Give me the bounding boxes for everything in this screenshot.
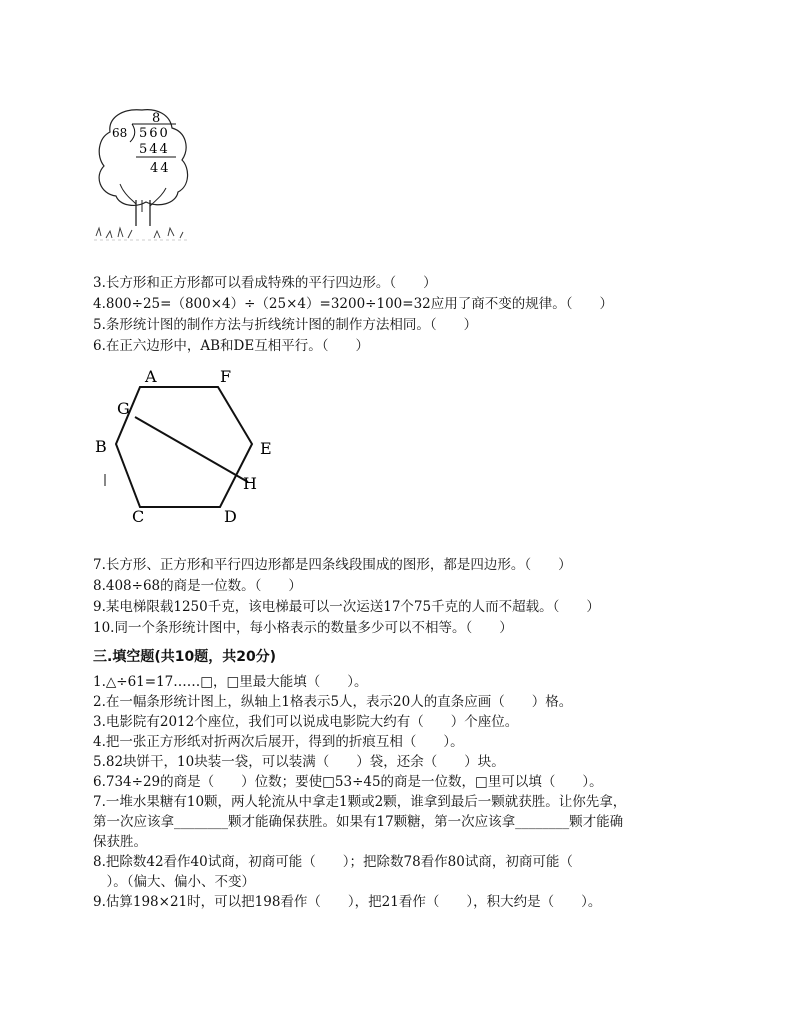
hex-label-h: H	[243, 474, 257, 493]
judgement-item-5: 5.条形统计图的制作方法与折线统计图的制作方法相同。（ ）	[93, 317, 478, 333]
tree-division-figure	[92, 104, 192, 244]
fill-item-7-line-3: 保获胜。	[93, 834, 147, 850]
fill-item-7-line-1: 7.一堆水果糖有10颗，两人轮流从中拿走1颗或2颗，谁拿到最后一颗就获胜。让你先拿，	[93, 794, 627, 810]
fill-item-8-line-2: ）。（偏大、偏小、不变）	[93, 874, 255, 890]
judgement-item-4: 4.800÷25=（800×4）÷（25×4）=3200÷100=32应用了商不变的规律。（ ）	[93, 296, 613, 312]
judgement-item-6: 6.在正六边形中，AB和DE互相平行。（ ）	[93, 338, 369, 354]
fill-item-7-line-2: 第一次应该拿________颗才能确保获胜。如果有17颗糖，第一次应该拿________颗才能确	[93, 814, 624, 830]
hex-label-e: E	[260, 439, 272, 458]
fill-item-3: 3.电影院有2012个座位，我们可以说成电影院大约有（ ）个座位。	[93, 714, 519, 730]
division-dividend: 560	[139, 126, 170, 141]
hexagon-figure	[90, 362, 290, 532]
division-divisor: 68	[112, 126, 128, 140]
hex-label-a: A	[145, 367, 157, 386]
hex-label-d: D	[224, 507, 237, 526]
division-remainder: 44	[150, 161, 171, 176]
judgement-item-8: 8.408÷68的商是一位数。（ ）	[93, 578, 302, 594]
fill-item-5: 5.82块饼干，10块装一袋，可以装满（ ）袋，还余（ ）块。	[93, 754, 505, 770]
fill-item-1: 1.△÷61=17……□，□里最大能填（ ）。	[93, 674, 368, 690]
fill-item-8-line-1: 8.把除数42看作40试商，初商可能（ ）；把除数78看作80试商，初商可能（	[93, 854, 573, 870]
hex-label-c: C	[132, 507, 145, 526]
judgement-item-7: 7.长方形、正方形和平行四边形都是四条线段围成的图形，都是四边形。（ ）	[93, 557, 572, 573]
division-product: 544	[139, 142, 170, 157]
fill-item-2: 2.在一幅条形统计图上，纵轴上1格表示5人，表示20人的直条应画（ ）格。	[93, 694, 573, 710]
judgement-item-10: 10.同一个条形统计图中，每小格表示的数量多少可以不相等。（ ）	[93, 620, 513, 636]
judgement-item-3: 3.长方形和正方形都可以看成特殊的平行四边形。（ ）	[93, 275, 437, 291]
hex-label-f: F	[220, 367, 232, 386]
section-title-fill-in: 三.填空题(共10题，共20分)	[93, 649, 277, 665]
fill-item-9: 9.估算198×21时，可以把198看作（ ），把21看作（ ），积大约是（ ）。	[93, 894, 602, 910]
fill-item-4: 4.把一张正方形纸对折两次后展开，得到的折痕互相（ ）。	[93, 734, 464, 750]
division-quotient: 8	[152, 111, 161, 126]
fill-item-6: 6.734÷29的商是（ ）位数；要使□53÷45的商是一位数，□里可以填（ ）。	[93, 774, 603, 790]
judgement-item-9: 9.某电梯限载1250千克，该电梯最可以一次运送17个75千克的人而不超载。（ ）	[93, 599, 600, 615]
hex-label-g: G	[117, 399, 130, 418]
hex-label-b: B	[95, 437, 107, 456]
